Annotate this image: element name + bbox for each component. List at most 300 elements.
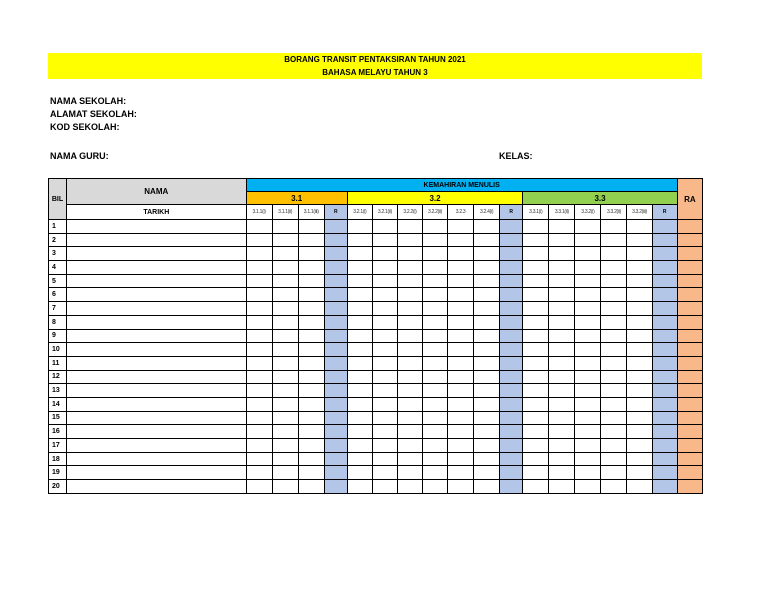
score-cell[interactable]: [372, 370, 397, 384]
score-cell[interactable]: [549, 480, 575, 494]
ra-cell[interactable]: [677, 288, 702, 302]
score-cell[interactable]: [422, 315, 447, 329]
score-cell[interactable]: [397, 480, 422, 494]
score-cell[interactable]: [272, 343, 298, 357]
score-cell[interactable]: [627, 452, 652, 466]
score-cell[interactable]: [601, 411, 627, 425]
r-cell[interactable]: [324, 384, 347, 398]
score-cell[interactable]: [372, 439, 397, 453]
score-cell[interactable]: [272, 397, 298, 411]
r-cell[interactable]: [500, 220, 523, 234]
score-cell[interactable]: [523, 315, 549, 329]
score-cell[interactable]: [397, 315, 422, 329]
student-name-cell[interactable]: [67, 315, 246, 329]
score-cell[interactable]: [523, 302, 549, 316]
score-cell[interactable]: [448, 329, 474, 343]
score-cell[interactable]: [298, 274, 324, 288]
score-cell[interactable]: [272, 411, 298, 425]
r-cell[interactable]: [500, 397, 523, 411]
ra-cell[interactable]: [677, 397, 702, 411]
score-cell[interactable]: [523, 384, 549, 398]
score-cell[interactable]: [549, 220, 575, 234]
score-cell[interactable]: [422, 220, 447, 234]
score-cell[interactable]: [298, 356, 324, 370]
r-cell[interactable]: [652, 439, 677, 453]
student-name-cell[interactable]: [67, 439, 246, 453]
score-cell[interactable]: [298, 480, 324, 494]
score-cell[interactable]: [448, 233, 474, 247]
score-cell[interactable]: [575, 397, 601, 411]
score-cell[interactable]: [523, 343, 549, 357]
score-cell[interactable]: [422, 261, 447, 275]
score-cell[interactable]: [523, 439, 549, 453]
r-cell[interactable]: [500, 274, 523, 288]
score-cell[interactable]: [448, 274, 474, 288]
score-cell[interactable]: [575, 466, 601, 480]
score-cell[interactable]: [272, 247, 298, 261]
score-cell[interactable]: [397, 343, 422, 357]
r-cell[interactable]: [500, 411, 523, 425]
r-cell[interactable]: [652, 425, 677, 439]
score-cell[interactable]: [523, 425, 549, 439]
score-cell[interactable]: [372, 315, 397, 329]
score-cell[interactable]: [422, 370, 447, 384]
score-cell[interactable]: [397, 452, 422, 466]
score-cell[interactable]: [372, 343, 397, 357]
score-cell[interactable]: [549, 397, 575, 411]
student-name-cell[interactable]: [67, 329, 246, 343]
score-cell[interactable]: [627, 466, 652, 480]
score-cell[interactable]: [422, 425, 447, 439]
score-cell[interactable]: [397, 329, 422, 343]
r-cell[interactable]: [652, 302, 677, 316]
score-cell[interactable]: [575, 288, 601, 302]
score-cell[interactable]: [246, 315, 272, 329]
student-name-cell[interactable]: [67, 480, 246, 494]
score-cell[interactable]: [372, 247, 397, 261]
score-cell[interactable]: [397, 384, 422, 398]
score-cell[interactable]: [298, 439, 324, 453]
score-cell[interactable]: [523, 397, 549, 411]
score-cell[interactable]: [549, 329, 575, 343]
student-name-cell[interactable]: [67, 397, 246, 411]
score-cell[interactable]: [372, 480, 397, 494]
score-cell[interactable]: [575, 384, 601, 398]
score-cell[interactable]: [575, 261, 601, 275]
score-cell[interactable]: [601, 480, 627, 494]
score-cell[interactable]: [422, 452, 447, 466]
student-name-cell[interactable]: [67, 288, 246, 302]
ra-cell[interactable]: [677, 384, 702, 398]
score-cell[interactable]: [601, 397, 627, 411]
student-name-cell[interactable]: [67, 261, 246, 275]
score-cell[interactable]: [575, 411, 601, 425]
score-cell[interactable]: [474, 302, 500, 316]
score-cell[interactable]: [397, 439, 422, 453]
student-name-cell[interactable]: [67, 233, 246, 247]
score-cell[interactable]: [575, 247, 601, 261]
score-cell[interactable]: [397, 302, 422, 316]
student-name-cell[interactable]: [67, 425, 246, 439]
score-cell[interactable]: [372, 329, 397, 343]
r-cell[interactable]: [324, 370, 347, 384]
score-cell[interactable]: [523, 247, 549, 261]
r-cell[interactable]: [652, 480, 677, 494]
score-cell[interactable]: [246, 247, 272, 261]
score-cell[interactable]: [246, 384, 272, 398]
score-cell[interactable]: [601, 439, 627, 453]
score-cell[interactable]: [448, 411, 474, 425]
score-cell[interactable]: [474, 247, 500, 261]
score-cell[interactable]: [549, 274, 575, 288]
score-cell[interactable]: [627, 302, 652, 316]
score-cell[interactable]: [601, 274, 627, 288]
r-cell[interactable]: [500, 356, 523, 370]
score-cell[interactable]: [575, 274, 601, 288]
score-cell[interactable]: [347, 261, 372, 275]
score-cell[interactable]: [474, 439, 500, 453]
r-cell[interactable]: [652, 233, 677, 247]
score-cell[interactable]: [347, 466, 372, 480]
score-cell[interactable]: [523, 261, 549, 275]
r-cell[interactable]: [324, 466, 347, 480]
score-cell[interactable]: [272, 288, 298, 302]
score-cell[interactable]: [397, 220, 422, 234]
score-cell[interactable]: [422, 233, 447, 247]
r-cell[interactable]: [324, 261, 347, 275]
score-cell[interactable]: [575, 425, 601, 439]
ra-cell[interactable]: [677, 302, 702, 316]
score-cell[interactable]: [246, 425, 272, 439]
score-cell[interactable]: [347, 233, 372, 247]
ra-cell[interactable]: [677, 411, 702, 425]
score-cell[interactable]: [575, 302, 601, 316]
score-cell[interactable]: [298, 247, 324, 261]
score-cell[interactable]: [272, 315, 298, 329]
score-cell[interactable]: [372, 233, 397, 247]
score-cell[interactable]: [347, 343, 372, 357]
score-cell[interactable]: [601, 220, 627, 234]
r-cell[interactable]: [652, 274, 677, 288]
ra-cell[interactable]: [677, 220, 702, 234]
score-cell[interactable]: [627, 233, 652, 247]
score-cell[interactable]: [272, 302, 298, 316]
score-cell[interactable]: [627, 220, 652, 234]
score-cell[interactable]: [474, 425, 500, 439]
r-cell[interactable]: [500, 466, 523, 480]
r-cell[interactable]: [652, 356, 677, 370]
score-cell[interactable]: [422, 384, 447, 398]
score-cell[interactable]: [347, 480, 372, 494]
score-cell[interactable]: [549, 288, 575, 302]
score-cell[interactable]: [347, 220, 372, 234]
score-cell[interactable]: [246, 329, 272, 343]
score-cell[interactable]: [601, 425, 627, 439]
score-cell[interactable]: [372, 397, 397, 411]
ra-cell[interactable]: [677, 329, 702, 343]
student-name-cell[interactable]: [67, 466, 246, 480]
score-cell[interactable]: [523, 220, 549, 234]
score-cell[interactable]: [575, 233, 601, 247]
score-cell[interactable]: [298, 233, 324, 247]
score-cell[interactable]: [448, 439, 474, 453]
score-cell[interactable]: [523, 480, 549, 494]
score-cell[interactable]: [627, 329, 652, 343]
score-cell[interactable]: [575, 439, 601, 453]
score-cell[interactable]: [474, 329, 500, 343]
score-cell[interactable]: [474, 397, 500, 411]
score-cell[interactable]: [448, 288, 474, 302]
r-cell[interactable]: [652, 329, 677, 343]
score-cell[interactable]: [372, 356, 397, 370]
ra-cell[interactable]: [677, 370, 702, 384]
score-cell[interactable]: [627, 356, 652, 370]
r-cell[interactable]: [324, 452, 347, 466]
r-cell[interactable]: [324, 425, 347, 439]
score-cell[interactable]: [298, 425, 324, 439]
score-cell[interactable]: [246, 370, 272, 384]
r-cell[interactable]: [324, 274, 347, 288]
score-cell[interactable]: [474, 220, 500, 234]
score-cell[interactable]: [422, 274, 447, 288]
score-cell[interactable]: [422, 356, 447, 370]
score-cell[interactable]: [246, 466, 272, 480]
score-cell[interactable]: [474, 343, 500, 357]
score-cell[interactable]: [523, 288, 549, 302]
r-cell[interactable]: [324, 343, 347, 357]
r-cell[interactable]: [652, 261, 677, 275]
ra-cell[interactable]: [677, 356, 702, 370]
ra-cell[interactable]: [677, 439, 702, 453]
score-cell[interactable]: [372, 302, 397, 316]
score-cell[interactable]: [246, 220, 272, 234]
score-cell[interactable]: [523, 452, 549, 466]
score-cell[interactable]: [347, 274, 372, 288]
score-cell[interactable]: [575, 343, 601, 357]
score-cell[interactable]: [422, 247, 447, 261]
score-cell[interactable]: [448, 397, 474, 411]
ra-cell[interactable]: [677, 343, 702, 357]
score-cell[interactable]: [246, 288, 272, 302]
score-cell[interactable]: [601, 384, 627, 398]
score-cell[interactable]: [575, 370, 601, 384]
score-cell[interactable]: [474, 233, 500, 247]
score-cell[interactable]: [523, 411, 549, 425]
score-cell[interactable]: [474, 466, 500, 480]
score-cell[interactable]: [627, 274, 652, 288]
score-cell[interactable]: [272, 220, 298, 234]
r-cell[interactable]: [652, 397, 677, 411]
score-cell[interactable]: [627, 384, 652, 398]
score-cell[interactable]: [523, 356, 549, 370]
score-cell[interactable]: [246, 356, 272, 370]
score-cell[interactable]: [474, 411, 500, 425]
score-cell[interactable]: [397, 288, 422, 302]
score-cell[interactable]: [523, 370, 549, 384]
r-cell[interactable]: [324, 356, 347, 370]
ra-cell[interactable]: [677, 466, 702, 480]
r-cell[interactable]: [324, 329, 347, 343]
score-cell[interactable]: [474, 384, 500, 398]
score-cell[interactable]: [549, 370, 575, 384]
score-cell[interactable]: [246, 261, 272, 275]
score-cell[interactable]: [549, 315, 575, 329]
score-cell[interactable]: [347, 370, 372, 384]
score-cell[interactable]: [372, 384, 397, 398]
score-cell[interactable]: [549, 356, 575, 370]
score-cell[interactable]: [347, 397, 372, 411]
score-cell[interactable]: [347, 411, 372, 425]
score-cell[interactable]: [601, 452, 627, 466]
score-cell[interactable]: [601, 247, 627, 261]
score-cell[interactable]: [422, 439, 447, 453]
r-cell[interactable]: [324, 302, 347, 316]
student-name-cell[interactable]: [67, 411, 246, 425]
score-cell[interactable]: [549, 466, 575, 480]
score-cell[interactable]: [372, 288, 397, 302]
score-cell[interactable]: [298, 220, 324, 234]
r-cell[interactable]: [324, 233, 347, 247]
r-cell[interactable]: [500, 343, 523, 357]
r-cell[interactable]: [652, 343, 677, 357]
score-cell[interactable]: [397, 233, 422, 247]
score-cell[interactable]: [627, 439, 652, 453]
score-cell[interactable]: [627, 247, 652, 261]
r-cell[interactable]: [652, 315, 677, 329]
score-cell[interactable]: [627, 397, 652, 411]
score-cell[interactable]: [272, 439, 298, 453]
score-cell[interactable]: [448, 370, 474, 384]
score-cell[interactable]: [422, 288, 447, 302]
score-cell[interactable]: [575, 452, 601, 466]
score-cell[interactable]: [298, 397, 324, 411]
score-cell[interactable]: [246, 343, 272, 357]
score-cell[interactable]: [474, 370, 500, 384]
score-cell[interactable]: [627, 370, 652, 384]
score-cell[interactable]: [448, 247, 474, 261]
r-cell[interactable]: [500, 452, 523, 466]
score-cell[interactable]: [575, 329, 601, 343]
score-cell[interactable]: [448, 480, 474, 494]
score-cell[interactable]: [372, 452, 397, 466]
r-cell[interactable]: [500, 233, 523, 247]
score-cell[interactable]: [372, 425, 397, 439]
r-cell[interactable]: [500, 247, 523, 261]
score-cell[interactable]: [601, 466, 627, 480]
score-cell[interactable]: [575, 480, 601, 494]
score-cell[interactable]: [298, 315, 324, 329]
score-cell[interactable]: [627, 288, 652, 302]
score-cell[interactable]: [549, 343, 575, 357]
score-cell[interactable]: [298, 384, 324, 398]
r-cell[interactable]: [652, 411, 677, 425]
score-cell[interactable]: [422, 343, 447, 357]
score-cell[interactable]: [397, 397, 422, 411]
score-cell[interactable]: [448, 466, 474, 480]
ra-cell[interactable]: [677, 452, 702, 466]
score-cell[interactable]: [347, 247, 372, 261]
r-cell[interactable]: [500, 315, 523, 329]
ra-cell[interactable]: [677, 480, 702, 494]
score-cell[interactable]: [272, 452, 298, 466]
score-cell[interactable]: [272, 466, 298, 480]
score-cell[interactable]: [575, 220, 601, 234]
score-cell[interactable]: [601, 261, 627, 275]
score-cell[interactable]: [601, 370, 627, 384]
score-cell[interactable]: [422, 329, 447, 343]
score-cell[interactable]: [347, 439, 372, 453]
score-cell[interactable]: [448, 384, 474, 398]
r-cell[interactable]: [500, 425, 523, 439]
r-cell[interactable]: [500, 384, 523, 398]
score-cell[interactable]: [272, 261, 298, 275]
score-cell[interactable]: [549, 302, 575, 316]
score-cell[interactable]: [397, 425, 422, 439]
ra-cell[interactable]: [677, 261, 702, 275]
score-cell[interactable]: [397, 247, 422, 261]
student-name-cell[interactable]: [67, 274, 246, 288]
score-cell[interactable]: [397, 261, 422, 275]
r-cell[interactable]: [500, 480, 523, 494]
r-cell[interactable]: [324, 315, 347, 329]
score-cell[interactable]: [397, 466, 422, 480]
score-cell[interactable]: [422, 466, 447, 480]
score-cell[interactable]: [347, 384, 372, 398]
score-cell[interactable]: [347, 356, 372, 370]
score-cell[interactable]: [272, 370, 298, 384]
score-cell[interactable]: [422, 411, 447, 425]
ra-cell[interactable]: [677, 233, 702, 247]
r-cell[interactable]: [652, 288, 677, 302]
score-cell[interactable]: [246, 397, 272, 411]
score-cell[interactable]: [474, 480, 500, 494]
score-cell[interactable]: [549, 261, 575, 275]
score-cell[interactable]: [246, 274, 272, 288]
score-cell[interactable]: [246, 302, 272, 316]
score-cell[interactable]: [298, 466, 324, 480]
score-cell[interactable]: [601, 302, 627, 316]
score-cell[interactable]: [298, 261, 324, 275]
r-cell[interactable]: [324, 480, 347, 494]
ra-cell[interactable]: [677, 425, 702, 439]
score-cell[interactable]: [474, 288, 500, 302]
student-name-cell[interactable]: [67, 452, 246, 466]
score-cell[interactable]: [601, 343, 627, 357]
score-cell[interactable]: [627, 480, 652, 494]
score-cell[interactable]: [549, 439, 575, 453]
score-cell[interactable]: [474, 261, 500, 275]
score-cell[interactable]: [474, 274, 500, 288]
score-cell[interactable]: [397, 370, 422, 384]
score-cell[interactable]: [549, 247, 575, 261]
score-cell[interactable]: [347, 288, 372, 302]
score-cell[interactable]: [298, 288, 324, 302]
score-cell[interactable]: [549, 411, 575, 425]
score-cell[interactable]: [298, 452, 324, 466]
r-cell[interactable]: [324, 439, 347, 453]
score-cell[interactable]: [246, 439, 272, 453]
score-cell[interactable]: [298, 302, 324, 316]
score-cell[interactable]: [272, 480, 298, 494]
score-cell[interactable]: [448, 315, 474, 329]
score-cell[interactable]: [347, 452, 372, 466]
score-cell[interactable]: [372, 274, 397, 288]
score-cell[interactable]: [448, 425, 474, 439]
r-cell[interactable]: [500, 329, 523, 343]
score-cell[interactable]: [474, 356, 500, 370]
score-cell[interactable]: [448, 220, 474, 234]
student-name-cell[interactable]: [67, 220, 246, 234]
